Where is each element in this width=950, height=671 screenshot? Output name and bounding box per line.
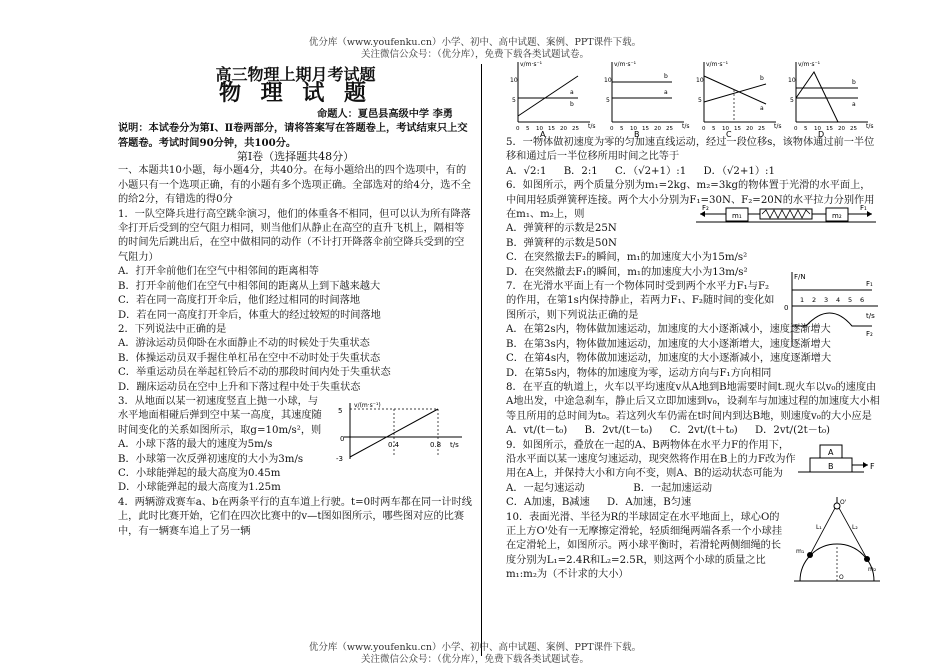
y-tick: 10 (696, 77, 704, 84)
x-tick: 1 (800, 296, 805, 305)
q1-option: B．打开伞前他们在空气中相邻间的距离从上到下越来越大 (118, 280, 381, 292)
q2-stem: 2．下列说法中正确的是 (118, 323, 227, 335)
x-tick: 5 (526, 126, 530, 132)
q3-option: A．小球下落的最大的速度为5m/s (118, 439, 273, 451)
q3-vt-graph (330, 397, 470, 469)
x-tick: 25 (572, 126, 579, 132)
graph-label: C (726, 130, 732, 138)
y-tick: 10 (604, 77, 612, 84)
q8-option: D．2vt/(2t－t₀) (755, 425, 831, 437)
q5-options (506, 165, 880, 179)
ball-m2 (864, 556, 870, 562)
x-tick: 10 (722, 126, 729, 132)
q10-stem: 10．表面光滑、半径为R的半球固定在水平地面上，球心O的正上方O'处有一无摩擦定滑轮，轻质细绳两端各系一个小球挂在定滑轮上，如图所示。两小球平衡时，若滑轮两侧细绳的长度分别为L₁=2.4R和L₂=2.5R，则这两个小球的质量之比m₁:m₂为（不计求的大小） (506, 511, 783, 581)
x-tick: 0 (516, 126, 520, 132)
q8-option: C．2vt/(t＋t₀) (669, 425, 738, 437)
q10-hemisphere-figure (794, 493, 880, 589)
q9-option: A．一起匀速运动 (506, 482, 585, 494)
q5-stem: 5．一物体做初速度为零的匀加速直线运动，经过一段位移s，该物体通过前一半位移和通过后一半位移所用时间之比等于 (506, 137, 875, 163)
block-label: A (828, 447, 834, 457)
line-label: a (760, 105, 764, 112)
x-tick: 25 (666, 126, 673, 132)
line-label: b (570, 101, 574, 108)
graph-label: A (540, 130, 546, 138)
y-tick: 5 (606, 97, 610, 104)
y-axis-label: v/m·s⁻¹ (520, 61, 543, 68)
footer-line-1: 优分库（www.youfenku.cn）小学、初中、高中试题、案例、PPT课件下载。 (308, 642, 642, 653)
x-tick: 0.4 (388, 440, 400, 449)
x-axis-label: t/s (866, 312, 875, 321)
q7-option: D．在第5s内，物体的加速度为零，运动方向与F₁方向相同 (506, 367, 772, 379)
line-label: a (664, 89, 668, 96)
q1-stem: 1．一队空降兵进行高空跳伞演习，他们的体重各不相同，但可以认为所有降落伞打开后受到的空气阻力相同，则当他们从静止在高空的直升飞机上，隔相等的时间先后跳出后，在空中做相同的动作（不计打开降落伞前空降兵受到的空气阻力） (118, 208, 471, 263)
x-tick: 5 (804, 126, 808, 132)
line-label: b (760, 75, 764, 82)
q5-option: D．（√2+1）:1 (703, 165, 775, 177)
q6-option: B．弹簧秤的示数是50N (506, 237, 617, 249)
mass-label: m₁ (796, 547, 805, 555)
q1-option: D．若在同一高度打开伞后，体重大的经过较短的时间落地 (118, 309, 381, 321)
q6-stem: 6．如图所示，两个质量分别为m₁=2kg、m₂=3kg的物体置于光滑的水平面上，中间用轻质弹簧秤连接。两个大小分别为F₁=30N、F₂=20N的水平拉力分别作用在m₁、m₂上，则 (506, 180, 875, 221)
footer-line-2: 关注微信公众号：（优分库），免费下载各类试题试卷。 (360, 654, 589, 665)
mass-label: m₁ (732, 212, 742, 221)
f2-curve (792, 313, 872, 326)
left-column (118, 64, 473, 539)
q3-option: D．小球能弹起的最大高度为1.25m (118, 482, 281, 494)
q8-option: A．vt/(t－t₀) (506, 425, 568, 437)
line-a (518, 76, 578, 116)
q7-option: C．在第4s内，物体做加速运动，加速度的大小逐渐减小，速度逐渐增大 (506, 353, 832, 365)
y-axis-label: v/m·s⁻¹ (798, 61, 821, 68)
x-tick: 20 (560, 126, 567, 132)
center-label: O (839, 573, 844, 581)
force-label: F (870, 461, 875, 471)
q2-option: D．蹦床运动员在空中上升和下落过程中处于失重状态 (118, 381, 361, 393)
x-tick: 2 (812, 296, 817, 305)
y-tick: 5 (698, 97, 702, 104)
q3-option: B．小球第一次反弹初速度的大小为3m/s (118, 453, 304, 465)
exam-title: 高三物理上期月考试题 (215, 65, 376, 84)
mass-label: m₂ (832, 212, 842, 221)
q5-option: B．2:1 (563, 165, 598, 177)
x-tick: 25 (758, 126, 765, 132)
origin-label: 0 (784, 304, 789, 313)
y-axis-label: v/(m·s⁻¹) (354, 401, 381, 409)
line-label: b (664, 73, 668, 80)
x-tick: 10 (814, 126, 821, 132)
f2-label: F₂ (866, 330, 873, 339)
q6-option: A．弹簧秤的示数是25N (506, 223, 617, 235)
y-tick: 5 (790, 97, 794, 104)
line-label: b (852, 79, 856, 86)
x-tick: 10 (630, 126, 637, 132)
q6-option: C．在突然撤去F₂的瞬间，m₁的加速度大小为15m/s² (506, 252, 748, 264)
section-intro: 一、本题共10小题，每小题4分，共40分。在每小题给出的四个选项中，有的小题只有一个选项正确，有的小题有多个选项正确。全部选对的给4分，选不全的给2分，有错选的得0分 (118, 165, 471, 206)
q9-stem: 9．如图所示，叠放在一起的A、B两物体在水平力F的作用下，沿水平面以某一速度匀速运动，现突然将作用在B上的力F改为作用在A上，并保持大小和方向不变，则A、B的运动状态可能为 (506, 439, 796, 480)
q9-stacked-blocks-figure (798, 443, 880, 479)
graph-label: B (634, 130, 640, 138)
x-tick: 5 (620, 126, 624, 132)
x-tick: 5 (848, 296, 853, 305)
rope-label: L₂ (852, 523, 858, 531)
q7-stem: 7．在光滑水平面上有一个物体同时受到两个水平力F₁与F₂的作用，在第1s内保持静止，若两力F₁、F₂随时间的变化如图所示，则下列说法正确的是 (506, 281, 775, 321)
header-line-1: 优分库（www.youfenku.cn）小学、初中、高中试题、案例、PPT课件下载。 (308, 37, 642, 48)
graph-b (604, 61, 690, 132)
x-tick: 10 (536, 126, 543, 132)
block-label: B (828, 461, 834, 471)
y-tick: 10 (788, 77, 796, 84)
y-tick: 0 (340, 434, 345, 443)
x-tick: 20 (746, 126, 753, 132)
graph-a (510, 61, 596, 132)
x-axis-label: t/s (682, 123, 690, 130)
pulley-label: O' (840, 498, 847, 506)
force-label: F₂ (702, 204, 709, 213)
y-tick: 5 (512, 97, 516, 104)
x-tick: 15 (548, 126, 555, 132)
line-label: a (852, 101, 856, 108)
q1-option: A．打开伞前他们在空气中相邻间的距离相等 (118, 266, 319, 278)
y-tick: -3 (336, 454, 343, 463)
page-footer (0, 642, 950, 666)
q9-option: B．一起加速运动 (633, 482, 713, 494)
force-label: F₁ (860, 204, 867, 213)
subject-title: 物 理 试 题 (219, 80, 372, 107)
x-tick: 6 (860, 296, 865, 305)
q3-stem: 3．从地面以某一初速度竖直上抛一小球，与水平地面相碰后弹到空中某一高度，其速度随时间变化的关系如图所示，取g=10m/s²，则 (118, 395, 322, 436)
x-tick: 5 (712, 126, 716, 132)
y-axis-label: F/N (794, 273, 806, 282)
f1-label: F₁ (866, 280, 873, 289)
y-tick: 10 (510, 77, 518, 84)
instructions: 说明：本试卷分为第Ⅰ、Ⅱ卷两部分，请将答案写在答题卷上，考试结束只上交答题卷。考试时间90分钟，共100分。 (118, 122, 468, 149)
rope-label: L₁ (816, 523, 822, 531)
y-tick: 5 (338, 406, 343, 415)
x-tick: 0 (702, 126, 706, 132)
q8-stem: 8．在平直的轨道上，火车以平均速度v从A地到B地需要时间t.现火车以v₀的速度由A地出发，中途急刹车，静止后又立即加速到v₀，设刹车与加速过程的加速度大小相等且所用的总时间为t₀。若这列火车仍需在t时间内到达B地，则速度v₀的大小应是 (506, 381, 880, 422)
x-tick: 20 (654, 126, 661, 132)
q4-graphs (506, 58, 880, 136)
line-b (796, 72, 838, 122)
q4-graph-row (506, 58, 880, 138)
q3-option: C．小球能弹起的最大高度为0.45m (118, 467, 281, 479)
graph-label: D (818, 130, 825, 138)
x-tick: 25 (850, 126, 857, 132)
q1-option: C．若在同一高度打开伞后，他们经过相同的时间落地 (118, 295, 361, 307)
mass-label: m₂ (868, 565, 877, 573)
author-line: 命题人：夏邑县高级中学 李勇 (317, 107, 453, 120)
x-tick: 0 (794, 126, 798, 132)
header-line-2: 关注微信公众号：（优分库），免费下载各类试题试卷。 (360, 49, 589, 60)
column-divider (481, 64, 482, 656)
q5-option: C．（√2+1）:1 (615, 165, 687, 177)
rope-l2 (839, 508, 866, 557)
x-axis-label: t/s (588, 123, 596, 130)
x-tick: 15 (642, 126, 649, 132)
q2-option: C．举重运动员在举起杠铃后不动的那段时间内处于失重状态 (118, 367, 391, 379)
x-tick: 4 (836, 296, 841, 305)
x-tick: 3 (824, 296, 829, 305)
q7-option: B．在第3s内，物体做加速运动，加速度的大小逐渐增大，速度逐渐增大 (506, 338, 831, 350)
x-tick: 15 (734, 126, 741, 132)
graph-d (788, 61, 874, 132)
y-axis-label: v/m·s⁻¹ (614, 61, 637, 68)
q2-option: B．体操运动员双手握住单杠吊在空中不动时处于失重状态 (118, 352, 381, 364)
q4-stem: 4．两辆游戏赛车a、b在两条平行的直车道上行驶。t=0时两车都在同一计时线上，此时比赛开始，它们在四次比赛中的v—t图如图所示，哪些图对应的比赛中，有一辆赛车追上了另一辆 (118, 496, 472, 537)
q8-option: B．2vt/(t－t₀) (584, 425, 653, 437)
q2-option: A．游泳运动员仰卧在水面静止不动的时候处于失重状态 (118, 338, 370, 350)
x-tick: 15 (826, 126, 833, 132)
q6-spring-figure (696, 198, 876, 226)
q9-option: D．A加速，B匀速 (607, 497, 692, 509)
section-title: 第Ⅰ卷（选择题共48分） (236, 150, 355, 164)
ball-m1 (807, 552, 813, 558)
q6-option: D．在突然撤去F₁的瞬间，m₁的加速度大小为13m/s² (506, 266, 748, 278)
q7-option: A．在第2s内，物体做加速运动，加速度的大小逐渐减小，速度逐渐增大 (506, 324, 831, 336)
line-label: a (570, 89, 574, 96)
graph-c (696, 61, 782, 132)
x-axis-label: t/s (450, 440, 459, 449)
x-axis-label: t/s (866, 123, 874, 130)
x-tick: 0 (610, 126, 614, 132)
y-axis-label: v/m·s⁻¹ (706, 61, 729, 68)
q7-force-graph (782, 270, 882, 350)
q9-option: C．A加速，B减速 (506, 497, 590, 509)
right-column (506, 61, 880, 583)
x-tick: 0.8 (430, 440, 442, 449)
q8-options (506, 424, 880, 438)
x-axis-label: t/s (774, 123, 782, 130)
x-tick: 20 (838, 126, 845, 132)
q5-option: A．√2:1 (506, 165, 547, 177)
